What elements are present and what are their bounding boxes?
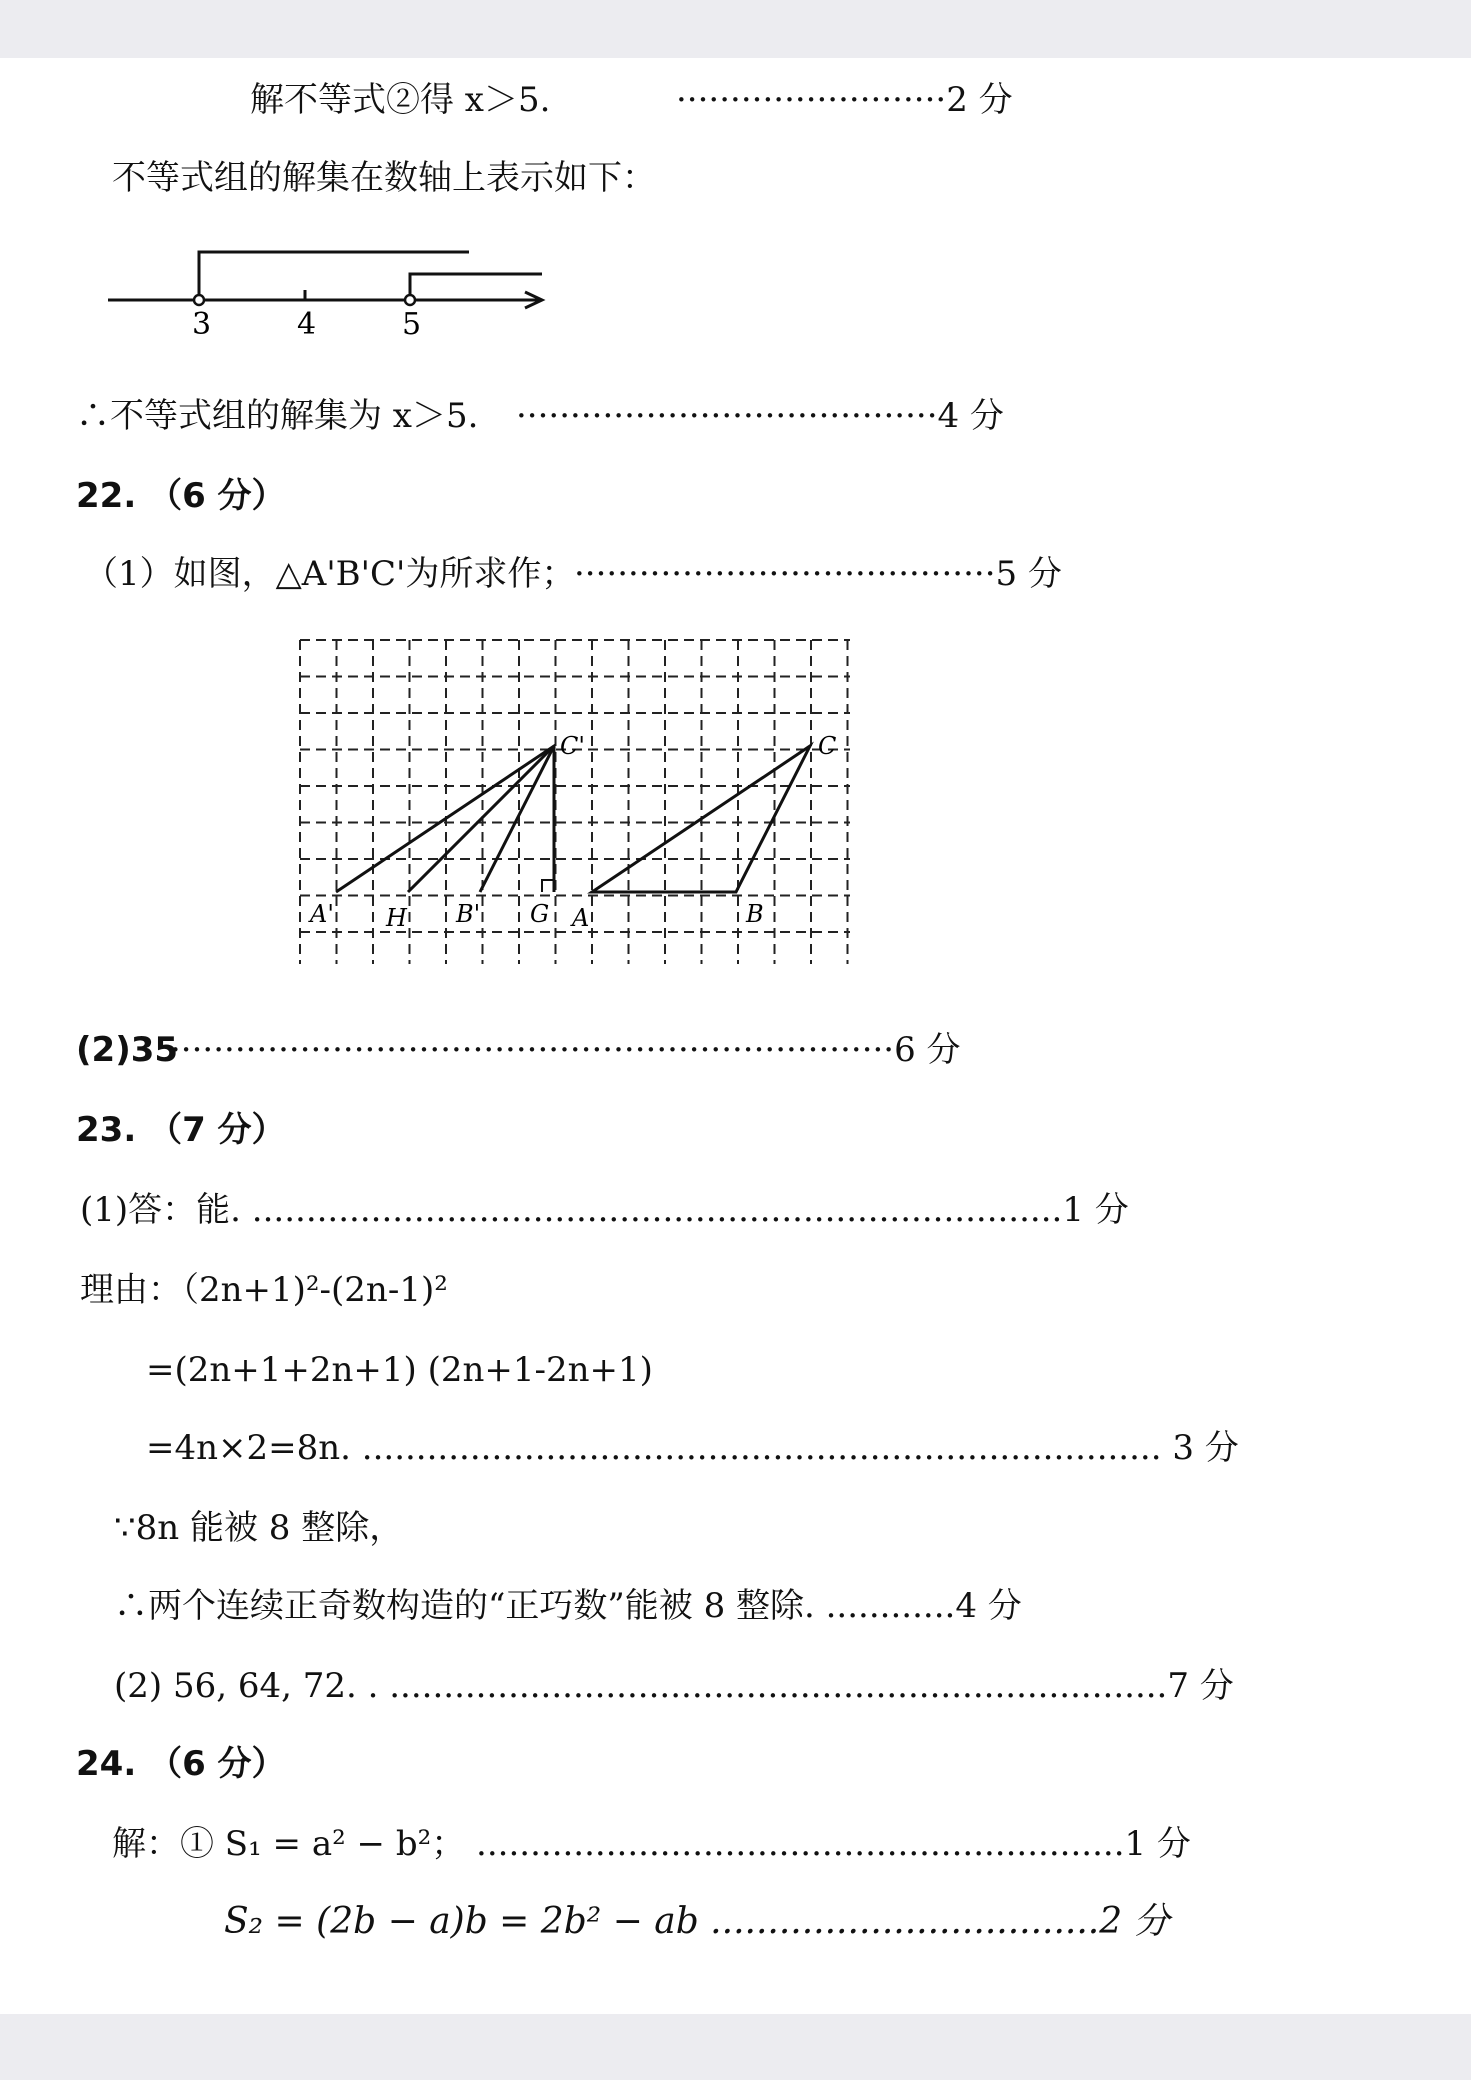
question-24-heading: 24. （6 分） — [76, 1744, 286, 1784]
label-c-prime: C' — [560, 732, 585, 760]
tick-label-4: 4 — [297, 307, 317, 342]
q22-part1-score: ·······································5 分 — [574, 554, 1062, 594]
score-2: ·························2 分 — [676, 80, 1013, 120]
q24-s2: S₂ = (2b − a)b = 2b² − ab ..................................2 分 — [224, 1901, 1170, 1942]
line-number-line-intro: 不等式组的解集在数轴上表示如下： — [112, 158, 656, 198]
q23-part1: (1)答：能. ...........................................................................1 分 — [80, 1190, 1129, 1230]
question-23-heading: 23. （7 分） — [76, 1110, 286, 1150]
q23-reason: 理由：（2n+1)²-(2n-1)² — [80, 1270, 448, 1310]
q22-part1: （1）如图，△A'B'C'为所求作； — [84, 554, 576, 594]
q22-part2: (2)35 — [76, 1030, 179, 1070]
question-22-heading: 22. （6 分） — [76, 476, 286, 516]
label-c: C — [818, 732, 837, 760]
line-solve-ineq2: 解不等式②得 x＞5. — [250, 80, 551, 120]
tick-label-3: 3 — [192, 307, 212, 342]
q23-therefore: ∴两个连续正奇数构造的“正巧数”能被 8 整除. ............4 分 — [114, 1586, 1022, 1626]
label-b: B — [746, 900, 764, 928]
q24-s1: 解：① S₁ = a² − b²； ............................................................1 分 — [112, 1824, 1191, 1864]
document-page — [0, 58, 1471, 2014]
label-b-prime: B' — [456, 900, 481, 928]
label-g: G — [530, 900, 550, 928]
q23-because: ∵8n 能被 8 整除， — [114, 1508, 404, 1548]
q23-part2: (2) 56, 64, 72. . ........................................................................7 分 — [114, 1666, 1234, 1706]
q23-step2: =4n×2=8n. .......................................................................... 3 分 — [146, 1428, 1239, 1468]
tick-label-5: 5 — [402, 307, 422, 342]
label-h: H — [386, 904, 407, 932]
score-4: ·······································4 分 — [516, 396, 1004, 436]
grid-triangle-figure — [290, 630, 860, 972]
label-a-prime: A' — [310, 900, 334, 928]
label-a: A — [572, 904, 590, 932]
q22-part2-score: ···································································6 分 — [170, 1030, 961, 1070]
number-line-figure — [100, 238, 560, 348]
line-solution-set: ∴不等式组的解集为 x＞5. — [76, 396, 479, 436]
q23-step1: =(2n+1+2n+1) (2n+1-2n+1) — [146, 1350, 653, 1390]
